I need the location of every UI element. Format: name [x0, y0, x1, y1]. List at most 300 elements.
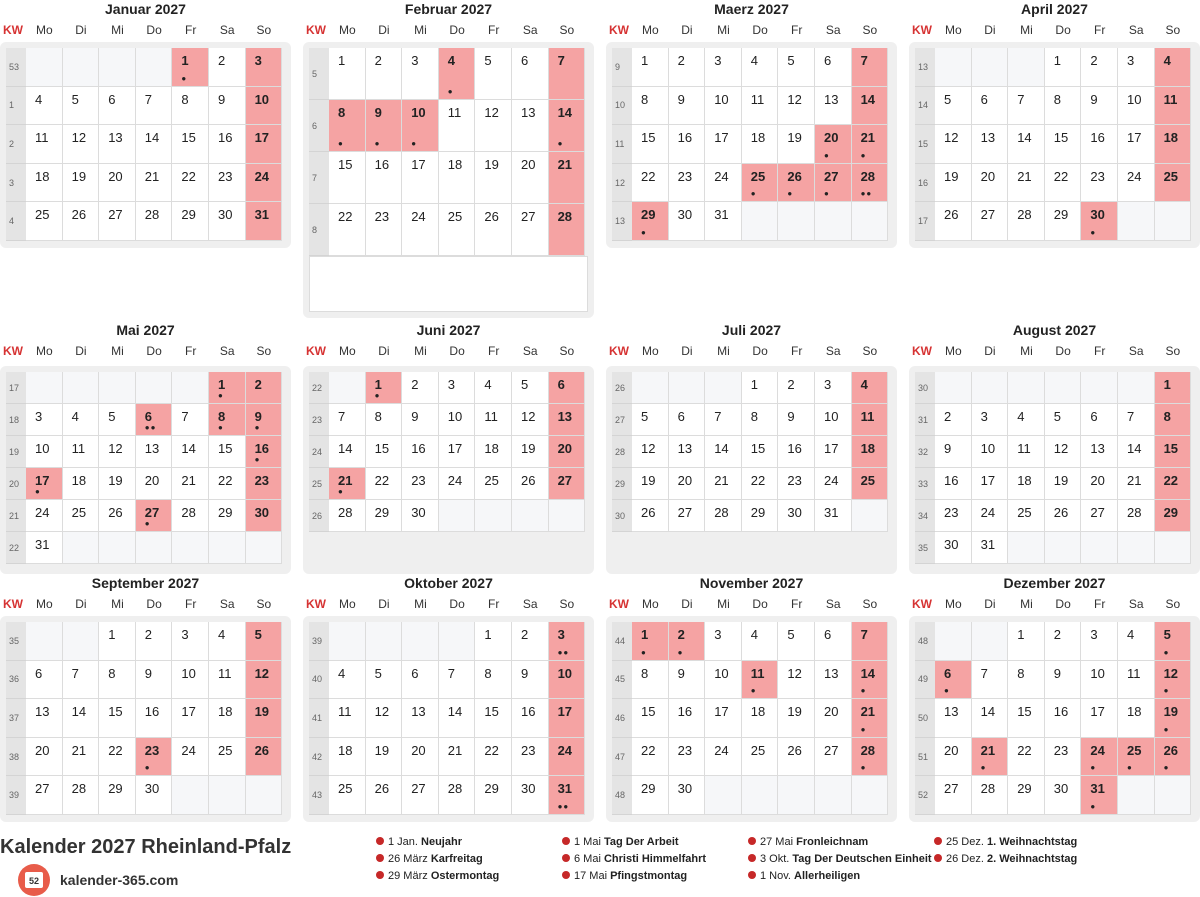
day-cell — [99, 699, 136, 738]
empty-day-cell — [63, 372, 100, 404]
holiday-legend-item — [562, 836, 679, 848]
day-number: 2 — [520, 627, 529, 642]
weekday-label: Di — [75, 344, 87, 358]
sunday-day-cell — [1155, 436, 1192, 468]
sunday-day-cell — [1155, 87, 1192, 126]
day-cell — [439, 661, 476, 700]
empty-day-cell — [172, 776, 209, 815]
sunday-day-cell — [246, 372, 283, 404]
empty-day-cell — [99, 48, 136, 87]
day-number: 14 — [860, 91, 876, 107]
day-cell — [439, 699, 476, 738]
day-number: 26 — [944, 207, 959, 223]
day-number: 6 — [823, 53, 832, 68]
day-cell — [99, 622, 136, 661]
day-cell — [1008, 164, 1045, 203]
day-cell — [632, 776, 669, 815]
day-number: 8 — [641, 91, 649, 107]
day-cell — [1045, 661, 1082, 700]
day-cell — [1045, 404, 1082, 436]
sunday-day-cell — [852, 404, 889, 436]
day-cell — [475, 404, 512, 436]
empty-day-cell — [972, 622, 1009, 661]
week-row — [309, 622, 588, 661]
holiday-day-cell — [26, 468, 63, 500]
day-cell — [742, 699, 779, 738]
day-cell — [778, 404, 815, 436]
day-number: 12 — [520, 409, 536, 424]
day-cell — [172, 738, 209, 777]
sunday-day-cell — [549, 404, 586, 436]
empty-day-cell — [136, 48, 173, 87]
day-cell — [209, 87, 246, 126]
day-number: 13 — [557, 409, 573, 424]
sunday-day-cell — [246, 699, 283, 738]
day-cell — [935, 776, 972, 815]
month-title: Juli 2027 — [721, 322, 782, 338]
day-number: 23 — [411, 473, 426, 488]
sunday-day-cell — [549, 661, 586, 700]
day-number: 30 — [411, 505, 426, 520]
empty-day-cell — [1118, 202, 1155, 241]
day-number: 21 — [860, 130, 876, 146]
holiday-dot-icon: ● — [860, 150, 867, 160]
day-number: 23 — [944, 505, 959, 520]
day-number: 20 — [108, 168, 123, 184]
sunday-day-cell — [246, 202, 283, 241]
empty-day-cell — [26, 372, 63, 404]
week-row — [6, 48, 285, 87]
day-number: 31 — [980, 537, 996, 552]
day-cell — [26, 532, 63, 564]
day-cell — [669, 500, 706, 532]
day-cell — [512, 152, 549, 204]
day-cell — [778, 372, 815, 404]
day-cell — [1045, 436, 1082, 468]
day-cell — [669, 661, 706, 700]
week-row — [612, 404, 891, 436]
day-number: 21 — [1126, 473, 1142, 488]
day-cell — [512, 622, 549, 661]
holiday-day-cell — [742, 661, 779, 700]
day-cell — [475, 152, 512, 204]
day-number: 14 — [144, 130, 160, 146]
day-number: 31 — [254, 207, 270, 223]
empty-day-cell — [815, 776, 852, 815]
week-number: 51 — [915, 738, 935, 777]
day-number: 30 — [217, 207, 233, 223]
day-cell — [742, 87, 779, 126]
day-cell — [99, 404, 136, 436]
week-row — [915, 404, 1194, 436]
day-cell — [815, 738, 852, 777]
day-number: 3 — [823, 377, 832, 392]
day-cell — [99, 738, 136, 777]
weekday-label: Do — [752, 344, 768, 358]
holiday-day-cell — [366, 372, 403, 404]
holiday-name: Allerheiligen — [794, 870, 861, 882]
bullet-icon — [562, 837, 570, 845]
day-cell — [972, 699, 1009, 738]
holiday-day-cell — [1155, 661, 1192, 700]
day-number: 26 — [787, 742, 802, 758]
day-number: 7 — [1017, 91, 1025, 107]
day-cell — [1081, 125, 1118, 164]
week-number: 48 — [612, 776, 632, 815]
day-cell — [972, 661, 1009, 700]
day-cell — [705, 699, 742, 738]
day-number: 14 — [338, 441, 353, 456]
day-cell — [136, 776, 173, 815]
day-cell — [512, 776, 549, 815]
week-number: 48 — [915, 622, 935, 661]
day-cell — [172, 500, 209, 532]
week-row — [309, 372, 588, 404]
day-number: 9 — [1090, 91, 1098, 107]
day-number: 20 — [823, 704, 839, 720]
week-row — [6, 776, 285, 815]
day-cell — [512, 661, 549, 700]
day-number: 28 — [714, 505, 729, 520]
sunday-day-cell — [549, 436, 586, 468]
day-number: 10 — [980, 441, 996, 456]
day-number: 14 — [1126, 441, 1142, 456]
month-title: September 2027 — [91, 575, 200, 591]
week-row — [6, 699, 285, 738]
month-grid-frame — [909, 366, 1200, 574]
day-cell — [1008, 436, 1045, 468]
day-cell — [935, 202, 972, 241]
day-number: 28 — [181, 505, 196, 520]
day-number: 26 — [520, 473, 536, 488]
day-number: 12 — [71, 130, 87, 146]
week-row — [309, 100, 588, 152]
bullet-icon — [376, 854, 384, 862]
day-cell — [935, 404, 972, 436]
holiday-day-cell — [209, 404, 246, 436]
day-cell — [1045, 699, 1082, 738]
day-number: 18 — [750, 704, 766, 720]
week-number: 14 — [915, 87, 935, 126]
day-cell — [778, 738, 815, 777]
day-number: 23 — [1090, 168, 1105, 184]
day-number: 18 — [860, 441, 876, 456]
day-number: 3 — [557, 627, 565, 642]
day-number: 15 — [1053, 130, 1069, 146]
weekday-label: Fr — [185, 344, 197, 358]
day-number: 19 — [484, 157, 499, 172]
day-cell — [632, 164, 669, 203]
month-grid-frame — [909, 42, 1200, 248]
week-number: 34 — [915, 500, 935, 532]
day-cell — [935, 532, 972, 564]
week-row — [612, 500, 891, 532]
day-number: 10 — [181, 665, 196, 681]
day-number: 29 — [1053, 207, 1069, 223]
kw-label: KW — [912, 23, 932, 37]
day-number: 27 — [108, 207, 123, 223]
day-cell — [63, 436, 100, 468]
day-number: 16 — [1053, 704, 1069, 720]
day-number: 6 — [1090, 409, 1098, 424]
week-row — [6, 738, 285, 777]
day-cell — [972, 404, 1009, 436]
day-number: 10 — [557, 665, 573, 681]
day-number: 5 — [1053, 409, 1062, 424]
day-number: 4 — [35, 91, 43, 107]
holiday-dot-icon: ● — [641, 647, 647, 657]
day-cell — [209, 738, 246, 777]
weekday-label: Sa — [1128, 597, 1144, 611]
holiday-dot-icon: ● — [338, 487, 344, 496]
day-number: 29 — [484, 781, 499, 797]
weekday-label: Mi — [414, 23, 427, 37]
day-cell — [136, 164, 173, 203]
weekday-label: Di — [75, 597, 87, 611]
sunday-day-cell — [852, 372, 889, 404]
weekday-label: Fr — [1094, 344, 1106, 358]
day-number: 23 — [520, 742, 536, 758]
day-cell — [366, 468, 403, 500]
holiday-day-cell — [402, 100, 439, 152]
empty-day-cell — [778, 202, 815, 241]
day-cell — [172, 436, 209, 468]
weekday-label: Mo — [338, 344, 356, 358]
empty-day-cell — [1008, 48, 1045, 87]
holiday-dot-icon: ● — [181, 73, 188, 83]
day-number: 19 — [374, 742, 390, 758]
weekday-label: Fr — [488, 23, 500, 37]
month-7 — [606, 321, 897, 521]
day-number: 23 — [374, 209, 390, 224]
day-number: 27 — [557, 473, 573, 488]
kw-label: KW — [306, 23, 326, 37]
day-number: 1 — [641, 627, 649, 642]
month-grid-frame — [606, 616, 897, 822]
day-cell — [99, 164, 136, 203]
weekday-label: Sa — [522, 597, 538, 611]
week-row — [612, 468, 891, 500]
month-grid-frame — [606, 366, 897, 574]
empty-day-cell — [852, 202, 889, 241]
sunday-day-cell — [852, 48, 889, 87]
sunday-day-cell — [246, 622, 283, 661]
empty-day-cell — [549, 500, 586, 532]
day-cell — [209, 164, 246, 203]
day-number: 12 — [1053, 441, 1069, 456]
day-cell — [172, 202, 209, 241]
sunday-day-cell — [246, 164, 283, 203]
empty-day-cell — [136, 532, 173, 564]
weekday-label: Mi — [111, 344, 124, 358]
day-number: 29 — [1163, 505, 1179, 520]
day-cell — [1045, 202, 1082, 241]
day-cell — [366, 699, 403, 738]
weekday-label: Do — [449, 597, 465, 611]
day-number: 7 — [338, 409, 346, 424]
sunday-day-cell — [246, 125, 283, 164]
day-number: 18 — [35, 168, 50, 184]
day-number: 24 — [823, 473, 839, 488]
week-number: 39 — [309, 622, 329, 661]
week-row — [309, 204, 588, 256]
day-cell — [99, 125, 136, 164]
day-number: 21 — [71, 742, 87, 758]
week-number: 20 — [6, 468, 26, 500]
holiday-date: 27 Mai — [760, 836, 794, 848]
month-8 — [909, 321, 1200, 553]
day-number: 27 — [144, 505, 160, 520]
day-number: 18 — [217, 704, 233, 720]
holiday-day-cell — [1081, 776, 1118, 815]
day-number: 28 — [71, 781, 87, 797]
day-number: 4 — [1126, 627, 1135, 642]
empty-day-cell — [1118, 532, 1155, 564]
day-number: 14 — [181, 441, 196, 456]
holiday-date: 17 Mai — [574, 870, 608, 882]
day-cell — [172, 468, 209, 500]
weekday-label: Sa — [825, 597, 841, 611]
empty-day-cell — [475, 500, 512, 532]
day-cell — [136, 661, 173, 700]
day-cell — [669, 776, 706, 815]
holiday-legend-item — [748, 836, 868, 848]
week-number: 30 — [915, 372, 935, 404]
day-number: 18 — [338, 742, 353, 758]
day-cell — [632, 87, 669, 126]
day-cell — [366, 436, 403, 468]
day-cell — [402, 152, 439, 204]
day-cell — [366, 776, 403, 815]
sunday-day-cell — [1155, 468, 1192, 500]
day-number: 17 — [447, 441, 463, 456]
day-cell — [26, 436, 63, 468]
week-number: 52 — [915, 776, 935, 815]
holiday-dot-icon: ● — [144, 519, 151, 528]
day-cell — [632, 48, 669, 87]
holiday-date: 3 Okt. — [760, 853, 790, 865]
weekday-label: Mo — [35, 597, 53, 611]
day-number: 14 — [714, 441, 729, 456]
empty-day-cell — [329, 622, 366, 661]
weekday-label: Fr — [185, 597, 197, 611]
day-cell — [1118, 164, 1155, 203]
day-number: 8 — [1017, 665, 1025, 681]
holiday-day-cell — [815, 164, 852, 203]
holiday-day-cell — [136, 404, 173, 436]
weekday-header — [909, 18, 1200, 42]
sunday-day-cell — [852, 622, 889, 661]
kw-label: KW — [3, 344, 23, 358]
weekday-label: Do — [752, 23, 768, 37]
week-number: 38 — [6, 738, 26, 777]
week-number: 22 — [6, 532, 26, 564]
day-number: 16 — [254, 441, 270, 456]
week-row — [6, 622, 285, 661]
day-cell — [705, 661, 742, 700]
day-number: 1 — [108, 627, 116, 642]
day-number: 2 — [944, 409, 952, 424]
day-number: 19 — [254, 704, 270, 720]
week-number: 12 — [612, 164, 632, 203]
day-number: 27 — [677, 505, 693, 520]
day-number: 3 — [1090, 627, 1098, 642]
day-number: 16 — [374, 157, 390, 172]
empty-day-cell — [1008, 372, 1045, 404]
holiday-dot-icon: ● — [217, 391, 224, 400]
day-number: 30 — [1053, 781, 1069, 797]
day-number: 3 — [411, 53, 419, 68]
page-title: Kalender 2027 Rheinland-Pfalz — [0, 836, 292, 858]
day-cell — [742, 125, 779, 164]
week-row — [6, 436, 285, 468]
sunday-day-cell — [246, 500, 283, 532]
day-cell — [475, 622, 512, 661]
weekday-label: Do — [449, 344, 465, 358]
weekday-label: Di — [984, 344, 996, 358]
holiday-date: 1 Jan. — [388, 836, 418, 848]
day-number: 3 — [1126, 53, 1135, 68]
day-cell — [632, 661, 669, 700]
weekday-label: Sa — [522, 344, 538, 358]
weekday-label: Do — [449, 23, 465, 37]
weekday-label: Mo — [944, 597, 962, 611]
sunday-day-cell — [246, 738, 283, 777]
day-cell — [669, 738, 706, 777]
day-number: 24 — [557, 742, 573, 758]
day-number: 29 — [181, 207, 196, 223]
day-number: 7 — [1126, 409, 1135, 424]
week-number: 11 — [612, 125, 632, 164]
holiday-day-cell — [632, 622, 669, 661]
holiday-day-cell — [1081, 738, 1118, 777]
day-number: 2 — [1053, 627, 1062, 642]
day-cell — [512, 468, 549, 500]
empty-day-cell — [63, 622, 100, 661]
day-cell — [742, 404, 779, 436]
day-cell — [329, 404, 366, 436]
day-cell — [329, 48, 366, 100]
holiday-dot-icon: ● — [1090, 227, 1097, 237]
holiday-legend-item — [562, 870, 687, 882]
empty-day-cell — [742, 776, 779, 815]
day-number: 17 — [823, 441, 839, 456]
day-cell — [1118, 436, 1155, 468]
week-row — [6, 661, 285, 700]
day-cell — [402, 204, 439, 256]
day-cell — [778, 48, 815, 87]
day-cell — [172, 404, 209, 436]
day-cell — [815, 404, 852, 436]
holiday-dot-icon: ● — [374, 139, 381, 148]
day-number: 18 — [750, 130, 766, 146]
weekday-label: Mi — [717, 344, 730, 358]
day-cell — [26, 661, 63, 700]
day-number: 21 — [181, 473, 196, 488]
weekday-header — [0, 339, 291, 363]
week-row — [612, 622, 891, 661]
day-cell — [172, 164, 209, 203]
day-cell — [172, 661, 209, 700]
holiday-name: Tag Der Deutschen Einheit — [792, 853, 932, 865]
holiday-name: Fronleichnam — [796, 836, 869, 848]
day-number: 5 — [1163, 627, 1171, 642]
holiday-date: 1 Mai — [574, 836, 601, 848]
day-number: 2 — [254, 377, 262, 392]
day-number: 1 — [750, 377, 759, 392]
day-number: 4 — [1163, 53, 1171, 68]
day-number: 3 — [181, 627, 189, 642]
